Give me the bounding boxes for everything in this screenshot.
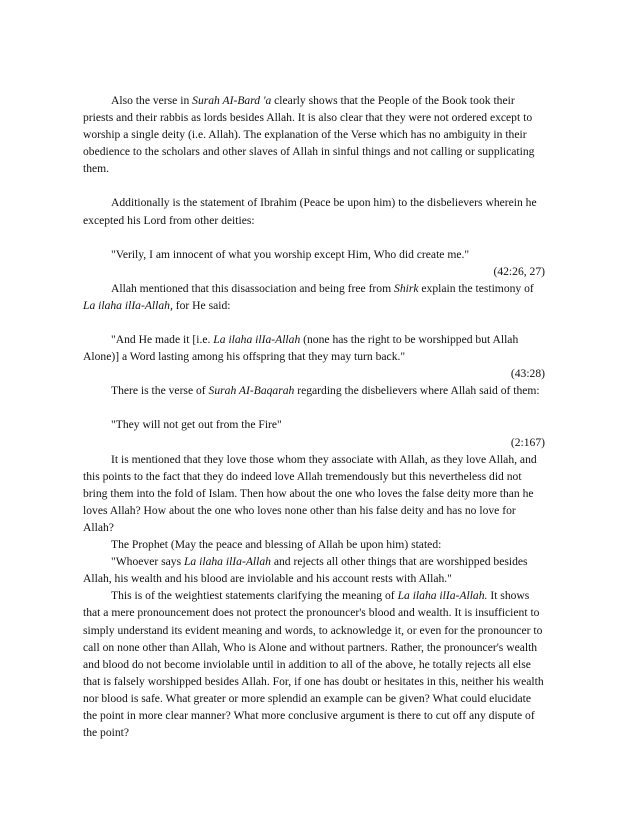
quote-whoever-says (83, 553, 545, 587)
text: (none has the right to be worshipped but Allah Alone)] a Word lasting among his offspring that they may turn back." (83, 333, 519, 364)
ital: Shirk (394, 281, 419, 295)
ital: La ilaha ilIa-Allah, (83, 298, 173, 312)
text: It shows that a mere pronouncement does not protect the pronouncer's blood and wealth. It is insufficient to simply understand its evident meaning and words, to acknowledge it, or even for the pronouncer to call on none other than Allah, Who is Alone and without partners. Rather, the pronouncer's wealth and blood do not become inviolable until in addition to all of the above, he totally rejects all else that is falsely worshipped besides Allah. For, if one has doubt or hesitates in this, neither his wealth nor blood is safe. What greater or more splendid an example can be given? What could elucidate the point in more clear manner? What more conclusive argument is there to cut off any dispute of the point? (83, 589, 544, 740)
ital: Surah AI-Baqarah (208, 384, 295, 398)
ital: La ilaha ilIa-Allah (213, 333, 301, 347)
reference-43-28: (43:28) (510, 367, 545, 381)
text: clearly shows that the People of the Book took their priests and their rabbis as lords besides Allah. It is also clear that they were not ordered except to worship a single deity (i.e. Allah). The explanation of the Verse which has no ambiguity in their obedience to the scholars and other slaves of Allah in sinful things and not calling or supplicating them. (83, 94, 535, 176)
text: There is the verse of (111, 384, 209, 398)
text: and rejects all other things that are worshipped besides Allah, his wealth and his blood are inviolable and his account rests with Allah." (83, 555, 528, 586)
reference-2-167: (2:167) (510, 435, 545, 449)
paragraph-disassociation (83, 280, 545, 314)
text: for He said: (172, 298, 231, 312)
text: Also the verse in (111, 94, 193, 107)
ital: La ilaha ilIa-Allah. (397, 589, 488, 603)
text: Allah mentioned that this disassociation and being free from (111, 281, 395, 295)
document-page (83, 92, 545, 741)
quote-word-lasting (83, 331, 545, 365)
paragraph-ibrahim-statement: Additionally is the statement of Ibrahim (Peace be upon him) to the disbelievers wherein he excepted his Lord from other deities: (83, 196, 537, 227)
quote-fire: "They will not get out from the Fire" (111, 418, 282, 432)
text: This is of the weightiest statements clarifying the meaning of (111, 589, 398, 603)
ital: La ilaha ilIa-Allah (183, 555, 271, 569)
text: "And He made it [i.e. (111, 333, 214, 347)
paragraph-love-of-deities: It is mentioned that they love those whom they associate with Allah, as they love Allah, and this points to the fact that they do indeed love Allah tremendously but this nevertheless did not bring them into the fold of Islam. Then how about the one who loves the false deity more than he loves Allah? How about the one who loves none other than his false deity and has no love for Allah? (83, 452, 537, 534)
paragraph-surah-al-baqarah (83, 382, 545, 399)
paragraph-prophet-stated: The Prophet (May the peace and blessing of Allah be upon him) stated: (111, 538, 442, 552)
paragraph-weightiest-statements (83, 587, 545, 741)
text: "Whoever says (111, 555, 184, 569)
reference-42-26-27: (42:26, 27) (493, 264, 545, 278)
ital: Surah AI-Bard 'a (192, 94, 272, 107)
text: regarding the disbelievers where Allah said of them: (294, 384, 540, 398)
text: explain the testimony of (418, 281, 534, 295)
paragraph-surah-al-barda (83, 92, 545, 177)
quote-verily-innocent: "Verily, I am innocent of what you worship except Him, Who did create me." (111, 247, 470, 261)
